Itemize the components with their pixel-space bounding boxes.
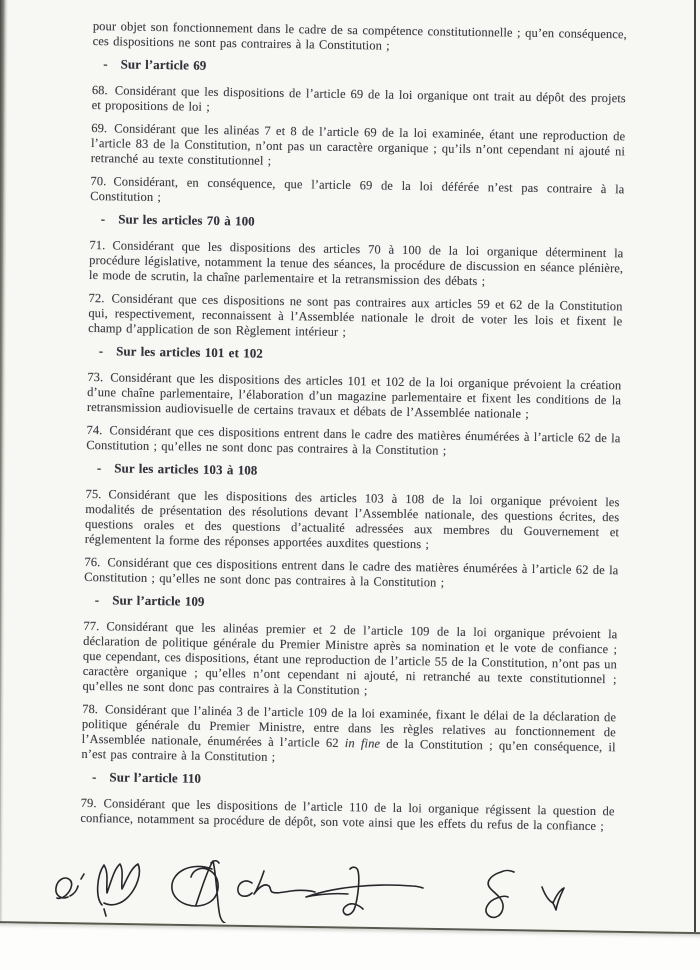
- paragraph-number: 74.: [86, 422, 103, 438]
- paragraph-number: 68.: [91, 82, 108, 98]
- paragraph-number: 77.: [83, 618, 100, 634]
- scan-left-edge: [0, 0, 8, 938]
- signature-mark-3: [172, 861, 225, 923]
- paragraph-77: [82, 619, 617, 702]
- paragraph-text: Considérant que les alinéas 7 et 8 de l’article 69 de la loi examinée, étant une reproduction de l’article 83 de la Constitution, n’ont pas un caractère organique ; qu’ils n’ont cependant ni ajouté ni retranché au texte constitutionnel ;: [90, 121, 626, 168]
- paragraph-text: de la Constitution ; qu’en conséquence, il n’est pas contraire à la Constitution ;: [81, 736, 616, 764]
- section-heading-articles-101-102: [88, 344, 622, 367]
- signature-mark-6: [486, 871, 514, 918]
- paragraph-74: [86, 423, 620, 461]
- paragraph-78: [81, 702, 616, 770]
- heading-label: Sur les articles 103 à 108: [114, 461, 258, 478]
- paragraph-number: 70.: [90, 173, 107, 189]
- paragraph-continuation: pour objet son fonctionnement dans le cadre de sa compétence constitutionnelle ; qu’en conséquence, ces dispositions ne sont pas contraires à la Constitution ;: [92, 19, 627, 53]
- document-text: [80, 19, 627, 842]
- paragraph-79: [80, 796, 614, 834]
- paragraph-text: Considérant que ces dispositions ne sont pas contraires aux articles 59 et 62 de la Constitution qui, respectivement, reconnaissent à l’Assemblée nationale le droit de voter les lois et fixent le champ d’application de son Règlement intérieur ;: [88, 291, 623, 340]
- paragraph-text: Considérant que les dispositions des articles 70 à 100 de la loi organique déterminent la procédure législative, notamment la tenue des séances, la procédure de discussion en séance plénière, le mode de scrutin, la chaîne parlementaire et la retransmission des débats ;: [88, 238, 624, 289]
- heading-dash: -: [91, 770, 97, 785]
- section-heading-articles-103-108: [86, 461, 620, 484]
- paragraph-number: 69.: [91, 120, 108, 136]
- paragraph-number: 79.: [80, 795, 97, 811]
- heading-dash: -: [98, 344, 104, 359]
- heading-label: Sur les articles 101 et 102: [116, 344, 264, 361]
- signature-mark-1: [56, 874, 84, 898]
- paragraph-text-italic: in fine: [344, 736, 381, 751]
- paragraph-73: [87, 370, 622, 423]
- paragraph-number: 73.: [87, 369, 104, 385]
- heading-dash: -: [96, 461, 102, 476]
- paragraph-text: Considérant, en conséquence, que l’article 69 de la loi déférée n’est pas contraire à la Constitution ;: [90, 174, 625, 205]
- heading-dash: -: [94, 593, 100, 608]
- paragraph-69: [91, 121, 626, 174]
- heading-label: Sur l’article 110: [109, 770, 202, 786]
- handwritten-signatures: [40, 853, 640, 923]
- paragraph-number: 75.: [85, 486, 102, 502]
- section-heading-article-110: [81, 770, 615, 793]
- scan-right-edge: [694, 0, 696, 934]
- heading-label: Sur l’article 109: [112, 593, 205, 609]
- section-heading-article-109: [84, 593, 618, 616]
- paragraph-70: [90, 174, 624, 212]
- paragraph-text: Considérant que les dispositions de l’article 110 de la loi organique régissent la question de confiance, notamment sa procédure de dépôt, son vote ainsi que les effets du refus de la confiance ;: [80, 796, 615, 834]
- paragraph-text: Considérant que les dispositions de l’article 69 de la loi organique ont trait au dépôt des projets et propositions de loi ;: [91, 83, 626, 114]
- paragraph-number: 72.: [88, 290, 105, 306]
- paragraph-text: Considérant que ces dispositions entrent dans le cadre des matières énumérées à l’article 62 de la Constitution ; qu’elles ne sont donc pas contraires à la Constitution ;: [84, 555, 619, 590]
- paragraph-text: Considérant que les dispositions des articles 103 à 108 de la loi organique prévoient les modalités de présentation des résolutions devant l’Assemblée nationale, des questions écrites, des questions orales et des questions d’actualité adressées aux membres du Gouvernement et réglementent la forme des réponses apportées auxdites questions ;: [84, 487, 620, 552]
- paragraph-75: [85, 487, 620, 555]
- heading-label: Sur l’article 69: [120, 57, 207, 73]
- paragraph-76: [84, 555, 618, 593]
- section-heading-article-69: [92, 57, 626, 80]
- paragraph-number: 71.: [89, 237, 106, 253]
- paragraph-text: Considérant que les alinéas premier et 2 de l’article 109 de la loi organique prévoient la déclaration de politique générale du Premier Ministre après sa nomination et le vote de confiance ; que cependant, ces dispositions, étant une reproduction de l’article 55 de la Constitution, n’ont pas un caractère organique ; qu’elles n’ont cependant ni ajouté, ni retranché au texte constitutionnel ; qu’elles ne sont donc pas contraires à la Constitution ;: [82, 619, 618, 698]
- paragraph-text: Considérant que ces dispositions entrent dans le cadre des matières énumérées à l’article 62 de la Constitution ; qu’elles ne sont donc pas contraires à la Constitution ;: [86, 423, 621, 458]
- heading-dash: -: [100, 212, 106, 227]
- paper-bottom-edge: [0, 921, 700, 970]
- paragraph-68: [92, 83, 626, 121]
- signature-mark-2: [98, 864, 140, 916]
- heading-label: Sur les articles 70 à 100: [118, 212, 255, 229]
- signature-mark-7: [542, 887, 564, 910]
- heading-dash: -: [103, 57, 108, 72]
- signature-mark-4: [238, 871, 315, 896]
- paragraph-text: Considérant que les dispositions des articles 101 et 102 de la loi organique prévoient la création d’une chaîne parlementaire, l’élaboration d’un magazine parlementaire et fixent les conditions de la retransmission audiovisuelle de certains travaux et débats de l’Assemblée nationale ;: [86, 370, 622, 421]
- paragraph-72: [88, 291, 623, 344]
- section-heading-articles-70-100: [90, 212, 624, 235]
- paragraph-71: [89, 238, 624, 291]
- paragraph-number: 78.: [82, 701, 99, 717]
- signature-mark-5: [306, 867, 423, 915]
- paragraph-number: 76.: [84, 554, 101, 570]
- paragraph-text: Considérant que l’alinéa 3 de l’article 109 de la loi examinée, fixant le délai de la déclaration de politique générale du Premier Ministre, entre dans les règles relatives au fonctionnement de l’Assemblée nationale, énumérées à l’article 62: [81, 702, 617, 751]
